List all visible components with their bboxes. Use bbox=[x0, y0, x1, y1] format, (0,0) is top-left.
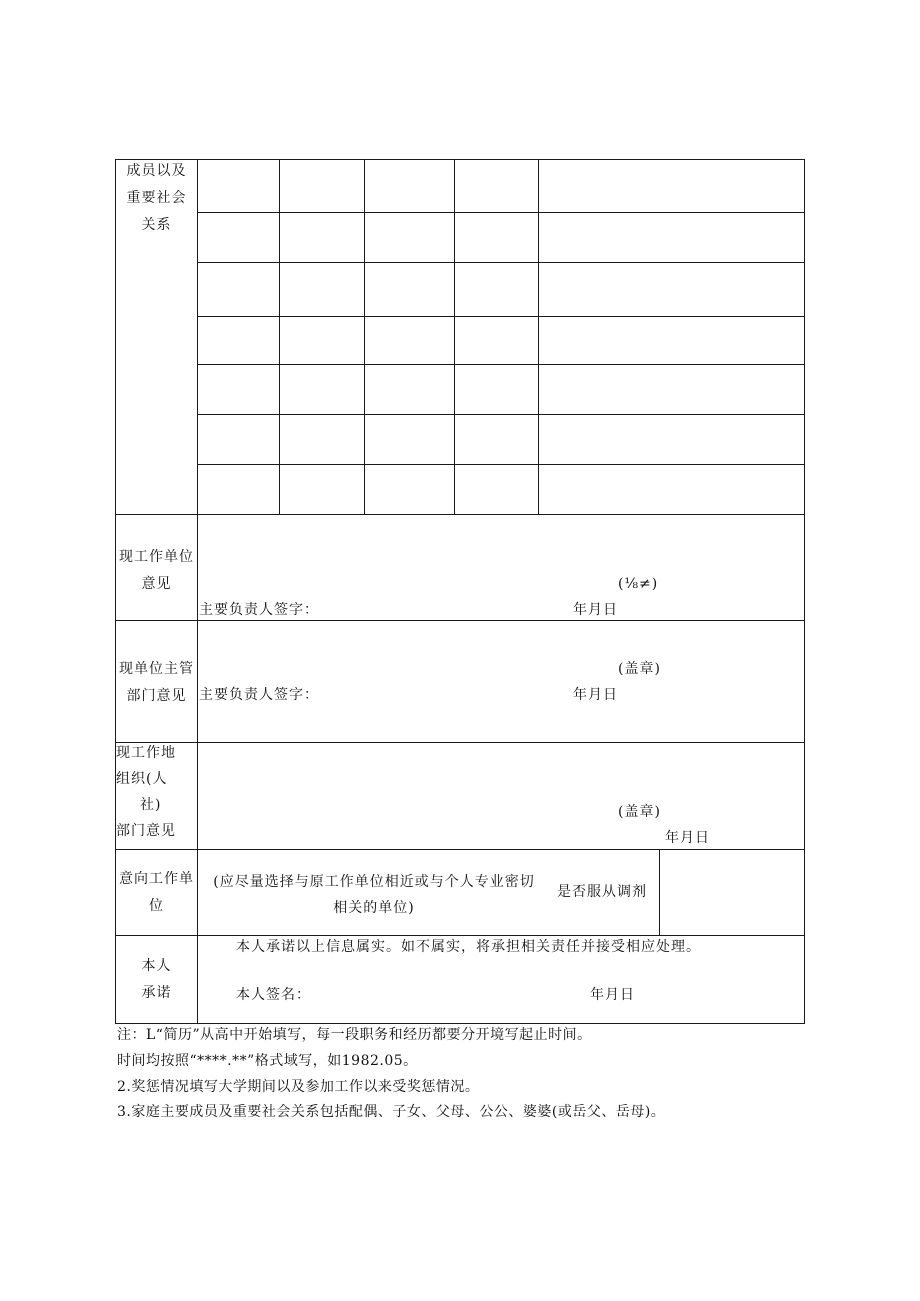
work-unit-opinion-label-line: 意见 bbox=[141, 576, 172, 592]
family-label-line: 重要社会 bbox=[126, 190, 187, 206]
note-line: 注：L“简历”从高中开始填写，每一段职务和经历都要分开境写起止时间。 bbox=[117, 1027, 592, 1043]
commitment-label-line: 承诺 bbox=[141, 985, 172, 1001]
intent-unit-label-line: 意向工作单 bbox=[119, 871, 194, 887]
family-cell[interactable] bbox=[455, 317, 538, 364]
family-cell[interactable] bbox=[539, 263, 804, 316]
family-cell[interactable] bbox=[198, 365, 279, 414]
dept-date: 年月日 bbox=[573, 687, 618, 703]
dept-signer-label: 主要负责人签字： bbox=[199, 687, 319, 703]
family-cell[interactable] bbox=[280, 213, 364, 262]
hr-opinion-label-line: 部门意见 bbox=[116, 823, 176, 839]
adjust-answer-field[interactable] bbox=[660, 850, 804, 935]
work-unit-date: 年月日 bbox=[573, 602, 618, 618]
family-cell[interactable] bbox=[280, 365, 364, 414]
intent-unit-label bbox=[116, 866, 197, 920]
intent-unit-hint-line: 相关的单位) bbox=[333, 900, 415, 916]
commitment-date: 年月日 bbox=[590, 987, 635, 1003]
family-cell[interactable] bbox=[280, 465, 364, 514]
family-cell[interactable] bbox=[539, 213, 804, 262]
family-cell[interactable] bbox=[455, 365, 538, 414]
work-unit-opinion-label-line: 现工作单位 bbox=[119, 549, 194, 565]
family-cell[interactable] bbox=[198, 160, 279, 212]
hr-date: 年月日 bbox=[665, 830, 710, 846]
family-cell[interactable] bbox=[365, 263, 454, 316]
dept-opinion-label-line: 部门意见 bbox=[126, 688, 187, 704]
family-cell[interactable] bbox=[365, 160, 454, 212]
family-cell[interactable] bbox=[455, 465, 538, 514]
intent-unit-hint bbox=[203, 869, 545, 921]
commitment-statement: 本人承诺以上信息属实。如不属实，将承担相关责任并接受相应处理。 bbox=[236, 939, 701, 955]
hr-opinion-label bbox=[116, 740, 197, 844]
family-cell[interactable] bbox=[539, 365, 804, 414]
commitment-label bbox=[116, 953, 197, 1007]
family-cell[interactable] bbox=[280, 263, 364, 316]
family-cell[interactable] bbox=[455, 263, 538, 316]
family-label-line: 成员以及 bbox=[126, 163, 187, 179]
family-cell[interactable] bbox=[539, 415, 804, 464]
family-cell[interactable] bbox=[280, 317, 364, 364]
hr-opinion-label-line: 现工作地 bbox=[116, 745, 176, 761]
family-cell[interactable] bbox=[539, 465, 804, 514]
work-unit-stamp: (⅛≠) bbox=[618, 576, 659, 592]
family-cell[interactable] bbox=[198, 415, 279, 464]
family-label bbox=[116, 158, 197, 239]
family-cell[interactable] bbox=[455, 213, 538, 262]
family-cell[interactable] bbox=[539, 317, 804, 364]
commitment-label-line: 本人 bbox=[141, 958, 172, 974]
family-cell[interactable] bbox=[280, 160, 364, 212]
family-cell[interactable] bbox=[365, 415, 454, 464]
adjust-label: 是否服从调剂 bbox=[557, 884, 647, 900]
family-cell[interactable] bbox=[198, 213, 279, 262]
family-cell[interactable] bbox=[198, 263, 279, 316]
dept-opinion-field[interactable] bbox=[198, 621, 804, 742]
family-cell[interactable] bbox=[539, 160, 804, 212]
note-line: 时间均按照“****.**”格式域写，如1982.05。 bbox=[117, 1053, 418, 1069]
note-line: 3.家庭主要成员及重要社会关系包括配偶、子女、父母、公公、婆婆(或岳父、岳母)。 bbox=[117, 1104, 666, 1120]
hr-stamp: (盖章) bbox=[618, 804, 661, 820]
hr-opinion-field[interactable] bbox=[198, 743, 804, 849]
family-cell[interactable] bbox=[365, 317, 454, 364]
dept-stamp: (盖章) bbox=[618, 661, 661, 677]
signature-field[interactable] bbox=[310, 980, 580, 1010]
family-label-line: 关系 bbox=[141, 217, 172, 233]
dept-opinion-label-line: 现单位主管 bbox=[119, 661, 194, 677]
family-cell[interactable] bbox=[455, 415, 538, 464]
family-cell[interactable] bbox=[365, 465, 454, 514]
hr-opinion-label-line: 社) bbox=[140, 797, 162, 813]
work-unit-signer-label: 主要负责人签字： bbox=[199, 602, 319, 618]
signature-label: 本人签名： bbox=[236, 987, 311, 1003]
family-cell[interactable] bbox=[455, 160, 538, 212]
work-unit-opinion-label bbox=[116, 544, 197, 598]
family-cell[interactable] bbox=[198, 317, 279, 364]
hr-opinion-label-line: 组织(人 bbox=[116, 771, 168, 787]
intent-unit-hint-line: (应尽量选择与原工作单位相近或与个人专业密切 bbox=[213, 874, 535, 890]
table-border-right bbox=[804, 159, 805, 1024]
family-cell[interactable] bbox=[365, 365, 454, 414]
dept-opinion-label bbox=[116, 656, 197, 710]
family-cell[interactable] bbox=[280, 415, 364, 464]
family-cell[interactable] bbox=[365, 213, 454, 262]
note-line: 2.奖惩情况填写大学期间以及参加工作以来受奖惩情况。 bbox=[117, 1079, 480, 1095]
family-cell[interactable] bbox=[198, 465, 279, 514]
intent-unit-label-line: 位 bbox=[149, 898, 164, 914]
